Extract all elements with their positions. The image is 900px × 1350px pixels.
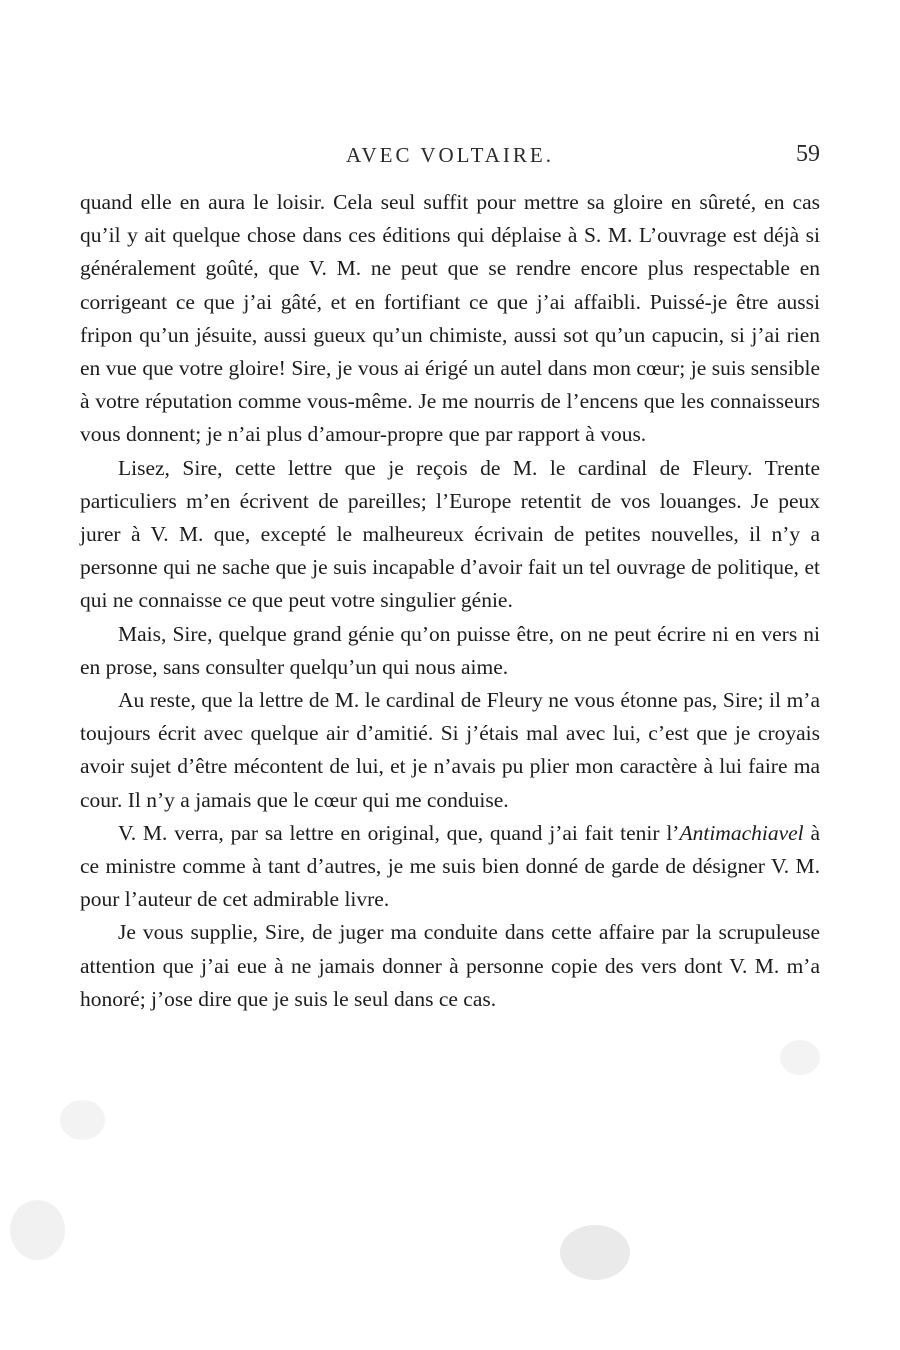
paper-stain: [10, 1200, 65, 1260]
paragraph-5: [80, 817, 820, 917]
paragraph-5-text-b: à ce ministre comme à tant d’autres, je me suis bien donné de garde de désigner V. M. pour l’auteur de cet admirable livre.: [80, 820, 821, 912]
paragraph-5-italic-title: Antimachiavel: [679, 820, 804, 845]
paragraph-3: Mais, Sire, quelque grand génie qu’on puisse être, on ne peut écrire ni en vers ni en prose, sans consulter quelqu’un qui nous aime.: [80, 621, 820, 679]
paragraph-6: Je vous supplie, Sire, de juger ma conduite dans cette affaire par la scrupuleuse attention que j’ai eue à ne jamais donner à personne copie des vers dont V. M. m’a honoré; j’ose dire que je suis le seul dans ce cas.: [80, 920, 820, 1011]
body-text: [80, 186, 820, 1016]
page-number: 59: [796, 141, 820, 167]
paper-stain: [60, 1100, 105, 1140]
paragraph-2: Lisez, Sire, cette lettre que je reçois de M. le cardinal de Fleury. Trente particuliers m’en écrivent de pareilles; l’Europe retentit de vos louanges. Je peux jurer à V. M. que, excepté le malheureux écrivain de petites nouvelles, il n’y a personne qui ne sache que je suis incapable d’avoir fait un tel ouvrage de politique, et qui ne connaisse ce que peut votre singulier génie.: [80, 455, 820, 613]
paper-stain: [560, 1225, 630, 1280]
paragraph-5-text-a: V. M. verra, par sa lettre en original, que, quand j’ai fait tenir l’: [118, 820, 680, 845]
paper-stain: [780, 1040, 820, 1075]
paragraph-1: quand elle en aura le loisir. Cela seul suffit pour mettre sa gloire en sûreté, en cas qu’il y ait quelque chose dans ces éditions qui déplaise à S. M. L’ouvrage est déjà si généralement goûté, que V. M. ne peut que se rendre encore plus respectable en corrigeant ce que j’ai gâté, et en fortifiant ce que j’ai affaibli. Puissé-je être aussi fripon qu’un jésuite, aussi gueux qu’un chimiste, aussi sot qu’un capucin, si j’ai rien en vue que votre gloire! Sire, je vous ai érigé un autel dans mon cœur; je suis sensible à votre réputation comme vous-même. Je me nourris de l’encens que les connaisseurs vous donnent; je n’ai plus d’amour-propre que par rapport à vous.: [80, 190, 820, 447]
running-head: [80, 143, 820, 173]
running-title: AVEC VOLTAIRE.: [346, 143, 554, 167]
paragraph-4: Au reste, que la lettre de M. le cardinal de Fleury ne vous étonne pas, Sire; il m’a toujours écrit avec quelque air d’amitié. Si j’étais mal avec lui, c’est que je croyais avoir sujet d’être mécontent de lui, et je n’avais pu plier mon caractère à lui faire ma cour. Il n’y a jamais que le cœur qui me conduise.: [80, 688, 820, 812]
